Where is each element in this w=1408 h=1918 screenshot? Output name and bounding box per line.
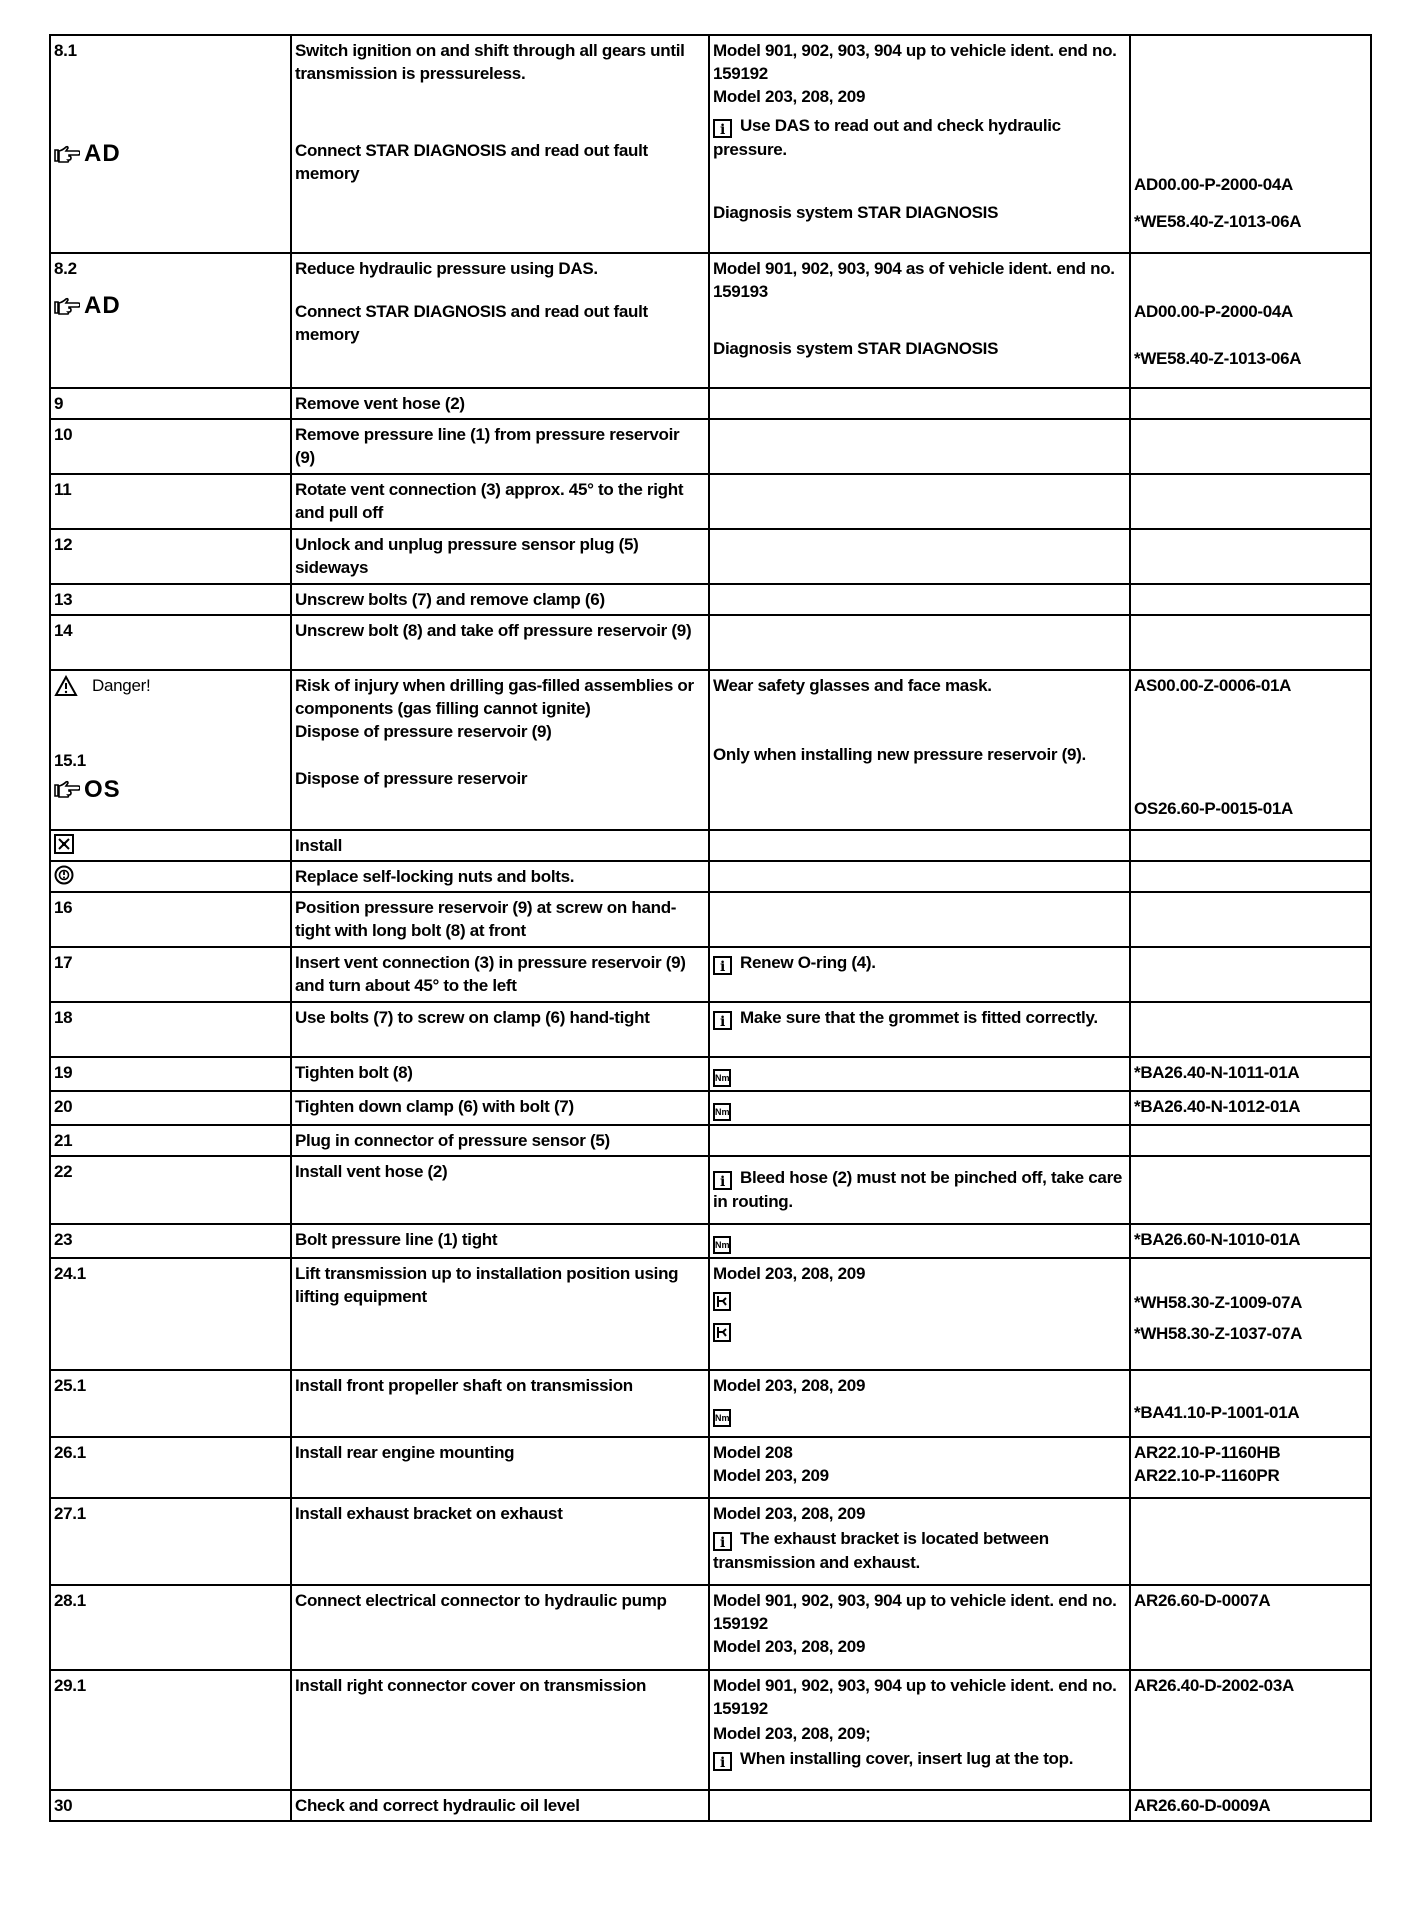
notes-cell: [709, 1002, 1130, 1057]
table-row: [50, 947, 1371, 1002]
step-description: Remove vent hose (2): [291, 388, 709, 419]
step-number: 12: [50, 529, 291, 584]
special-tool-icon: [713, 1323, 731, 1342]
step-description: Install front propeller shaft on transmission: [291, 1370, 709, 1437]
table-row: [50, 861, 1371, 892]
step-number: 11: [50, 474, 291, 529]
step-number: 22: [50, 1156, 291, 1224]
step-number: 10: [50, 419, 291, 474]
step-description: Remove pressure line (1) from pressure reservoir (9): [291, 419, 709, 474]
model-note: Model 203, 208, 209;: [713, 1724, 871, 1743]
table-row: [50, 1091, 1371, 1125]
info-note-text: Make sure that the grommet is fitted correctly.: [740, 1008, 1098, 1027]
table-row: [50, 830, 1371, 861]
info-note-text: Use DAS to read out and check hydraulic pressure.: [713, 116, 1061, 159]
model-note: Model 203, 209: [713, 1466, 829, 1485]
step-description: Connect STAR DIAGNOSIS and read out fault memory: [295, 302, 648, 344]
notes-cell: [709, 474, 1130, 529]
notes-cell: [709, 584, 1130, 615]
notes-cell: [709, 830, 1130, 861]
notes-cell: [709, 670, 1130, 830]
step-description: Connect STAR DIAGNOSIS and read out fault memory: [295, 141, 648, 183]
step-description: Use bolts (7) to screw on clamp (6) hand-tight: [291, 1002, 709, 1057]
info-note: [713, 1006, 1124, 1030]
document-reference: AS00.00-Z-0006-01A: [1134, 676, 1292, 695]
notes-cell: [709, 388, 1130, 419]
info-icon: i: [713, 1171, 732, 1190]
reference-cell: [1130, 1125, 1371, 1156]
table-row: [50, 1790, 1371, 1821]
step-description: Reduce hydraulic pressure using DAS.: [295, 259, 598, 278]
step-description: Dispose of pressure reservoir (9): [295, 722, 552, 741]
document-reference: AR22.10-P-1160PR: [1134, 1466, 1280, 1485]
reference-cell: [1130, 1258, 1371, 1370]
step-description: Check and correct hydraulic oil level: [291, 1790, 709, 1821]
reference-cell: [1130, 947, 1371, 1002]
install-icon: [54, 834, 74, 854]
document-reference: AD00.00-P-2000-04A: [1134, 302, 1294, 321]
notes-cell: [709, 1370, 1130, 1437]
work-steps-table: [49, 34, 1372, 1822]
notes-cell: [709, 947, 1130, 1002]
ad-reference-tag: [54, 142, 121, 165]
step-description: Dispose of pressure reservoir: [295, 769, 528, 788]
document-reference: AR26.60-D-0009A: [1130, 1790, 1371, 1821]
document-reference: *BA26.60-N-1010-01A: [1130, 1224, 1371, 1258]
step-number: 9: [50, 388, 291, 419]
notes-cell: [709, 615, 1130, 670]
step-number: 30: [50, 1790, 291, 1821]
os-reference-tag: [54, 775, 121, 803]
step-description: Plug in connector of pressure sensor (5): [291, 1125, 709, 1156]
step-description: Unscrew bolt (8) and take off pressure reservoir (9): [291, 615, 709, 670]
step-cell: [50, 253, 291, 388]
torque-nm-icon: Nm: [713, 1409, 731, 1427]
info-icon: i: [713, 1532, 732, 1551]
reference-cell: [1130, 1498, 1371, 1585]
reference-cell: [1130, 670, 1371, 830]
step-number: 28.1: [50, 1585, 291, 1670]
step-description: Install right connector cover on transmission: [291, 1670, 709, 1790]
pointing-hand-icon: [54, 144, 80, 164]
notes-cell: [709, 892, 1130, 947]
table-row: [50, 1370, 1371, 1437]
step-number: 17: [50, 947, 291, 1002]
document-reference: *WH58.30-Z-1037-07A: [1134, 1324, 1303, 1343]
notes-cell: [709, 529, 1130, 584]
step-tag-label: AD: [84, 140, 121, 167]
table-row: [50, 1156, 1371, 1224]
notes-cell: [709, 1258, 1130, 1370]
torque-nm-icon: Nm: [713, 1103, 731, 1121]
model-note: Diagnosis system STAR DIAGNOSIS: [713, 203, 999, 222]
document-reference: *BA26.40-N-1012-01A: [1130, 1091, 1371, 1125]
table-row: [50, 1125, 1371, 1156]
reference-cell: [1130, 830, 1371, 861]
notes-cell: [709, 35, 1130, 253]
notes-cell: [709, 1156, 1130, 1224]
step-number: 8.2: [54, 259, 77, 278]
step-number: 25.1: [50, 1370, 291, 1437]
table-row: [50, 1498, 1371, 1585]
table-row: [50, 388, 1371, 419]
step-description: Position pressure reservoir (9) at screw on hand-tight with long bolt (8) at front: [291, 892, 709, 947]
notes-cell: [709, 1437, 1130, 1498]
info-icon: i: [713, 1752, 732, 1771]
document-reference: AR26.60-D-0007A: [1130, 1585, 1371, 1670]
table-row: [50, 35, 1371, 253]
notes-cell: [709, 1498, 1130, 1585]
info-note: [713, 1166, 1124, 1213]
warning-triangle-icon: [54, 675, 78, 697]
info-icon: i: [713, 1011, 732, 1030]
reference-cell: [1130, 419, 1371, 474]
info-note-text: The exhaust bracket is located between transmission and exhaust.: [713, 1529, 1049, 1572]
table-row: [50, 419, 1371, 474]
model-note: Model 208: [713, 1443, 793, 1462]
step-cell: [50, 861, 291, 892]
table-row: [50, 474, 1371, 529]
info-note: [713, 1527, 1124, 1574]
table-row: [50, 1670, 1371, 1790]
step-tag-label: AD: [84, 292, 121, 319]
step-number: 23: [50, 1224, 291, 1258]
document-reference: AD00.00-P-2000-04A: [1134, 175, 1294, 194]
info-note-text: Renew O-ring (4).: [740, 953, 876, 972]
danger-label: [54, 674, 150, 697]
notes-cell: [709, 861, 1130, 892]
step-description: Tighten down clamp (6) with bolt (7): [291, 1091, 709, 1125]
step-description: Replace self-locking nuts and bolts.: [291, 861, 709, 892]
safety-note: Wear safety glasses and face mask.: [713, 676, 992, 695]
table-row: [50, 584, 1371, 615]
notes-cell: [709, 1091, 1130, 1125]
notes-cell: [709, 253, 1130, 388]
pointing-hand-icon: [54, 779, 80, 799]
document-reference: AR22.10-P-1160HB: [1134, 1443, 1281, 1462]
step-tag-label: OS: [84, 775, 121, 803]
document-reference: *BA41.10-P-1001-01A: [1134, 1403, 1300, 1422]
reference-cell: [1130, 584, 1371, 615]
step-description: Install: [291, 830, 709, 861]
notes-cell: [709, 1057, 1130, 1091]
info-icon: i: [713, 956, 732, 975]
table-row: [50, 1258, 1371, 1370]
table-row: [50, 529, 1371, 584]
step-description: Install vent hose (2): [291, 1156, 709, 1224]
step-description: Install exhaust bracket on exhaust: [291, 1498, 709, 1585]
reference-cell: [1130, 474, 1371, 529]
danger-label-text: Danger!: [92, 676, 151, 695]
reference-cell: [1130, 861, 1371, 892]
step-number: 21: [50, 1125, 291, 1156]
table-row: [50, 1437, 1371, 1498]
reference-cell: [1130, 615, 1371, 670]
model-note: Model 901, 902, 903, 904 up to vehicle ident. end no. 159192: [713, 1676, 1117, 1718]
step-number: 29.1: [50, 1670, 291, 1790]
reference-cell: [1130, 1370, 1371, 1437]
step-number: 26.1: [50, 1437, 291, 1498]
description-cell: [291, 253, 709, 388]
step-description: Lift transmission up to installation position using lifting equipment: [291, 1258, 709, 1370]
table-row: [50, 1057, 1371, 1091]
notes-cell: [709, 1670, 1130, 1790]
step-description: Tighten bolt (8): [291, 1057, 709, 1091]
step-number: 15.1: [54, 750, 86, 770]
reference-cell: [1130, 35, 1371, 253]
reference-cell: [1130, 892, 1371, 947]
step-number: 19: [50, 1057, 291, 1091]
notes-cell: [709, 1585, 1130, 1670]
description-cell: [291, 670, 709, 830]
ad-reference-tag: [54, 294, 121, 317]
pointing-hand-icon: [54, 296, 80, 316]
model-note: Model 203, 208, 209: [713, 1264, 866, 1283]
document-reference: *WH58.30-Z-1009-07A: [1134, 1293, 1303, 1312]
step-description: Rotate vent connection (3) approx. 45° to the right and pull off: [291, 474, 709, 529]
step-description: Install rear engine mounting: [291, 1437, 709, 1498]
reference-cell: [1130, 253, 1371, 388]
special-tool-icon: [713, 1292, 731, 1311]
model-note: Model 203, 208, 209: [713, 1504, 866, 1523]
notes-cell: [709, 1125, 1130, 1156]
reference-cell: [1130, 388, 1371, 419]
document-reference: *WE58.40-Z-1013-06A: [1134, 349, 1302, 368]
table-row: [50, 1002, 1371, 1057]
step-description: Unscrew bolts (7) and remove clamp (6): [291, 584, 709, 615]
document-reference: *BA26.40-N-1011-01A: [1130, 1057, 1371, 1091]
torque-nm-icon: Nm: [713, 1236, 731, 1254]
reference-cell: [1130, 1437, 1371, 1498]
reference-cell: [1130, 1156, 1371, 1224]
reference-cell: [1130, 1002, 1371, 1057]
model-note: Model 901, 902, 903, 904 up to vehicle ident. end no. 159192: [713, 1591, 1117, 1633]
step-cell: [50, 830, 291, 861]
table-row: [50, 1585, 1371, 1670]
notes-cell: [709, 419, 1130, 474]
info-note: [713, 114, 1124, 161]
step-description: Switch ignition on and shift through all gears until transmission is pressureless.: [295, 41, 685, 83]
step-number: 27.1: [50, 1498, 291, 1585]
model-note: Model 203, 208, 209: [713, 87, 866, 106]
step-description: Bolt pressure line (1) tight: [291, 1224, 709, 1258]
step-number: 20: [50, 1091, 291, 1125]
info-icon: i: [713, 119, 732, 138]
step-description: Unlock and unplug pressure sensor plug (5) sideways: [291, 529, 709, 584]
table-row: [50, 892, 1371, 947]
table-row: [50, 670, 1371, 830]
info-note: [713, 1747, 1124, 1771]
step-number: 8.1: [54, 41, 77, 60]
reference-cell: [1130, 529, 1371, 584]
step-description: Connect electrical connector to hydraulic pump: [291, 1585, 709, 1670]
danger-description: Risk of injury when drilling gas-filled assemblies or components (gas filling cannot ignite): [295, 676, 694, 718]
notes-cell: [709, 1790, 1130, 1821]
step-number: 24.1: [50, 1258, 291, 1370]
step-number: 16: [50, 892, 291, 947]
step-number: 18: [50, 1002, 291, 1057]
notes-cell: [709, 1224, 1130, 1258]
info-note-text: When installing cover, insert lug at the top.: [740, 1749, 1074, 1768]
step-cell: [50, 35, 291, 253]
document-reference: *WE58.40-Z-1013-06A: [1134, 212, 1302, 231]
model-note: Model 901, 902, 903, 904 as of vehicle ident. end no. 159193: [713, 259, 1115, 301]
model-note: Model 203, 208, 209: [713, 1637, 866, 1656]
step-cell: [50, 670, 291, 830]
document-reference: AR26.40-D-2002-03A: [1130, 1670, 1371, 1790]
info-note: [713, 951, 1124, 975]
replace-icon: [54, 865, 74, 885]
table-row: [50, 1224, 1371, 1258]
step-number: 14: [50, 615, 291, 670]
model-note: Model 901, 902, 903, 904 up to vehicle ident. end no. 159192: [713, 41, 1117, 83]
document-reference: OS26.60-P-0015-01A: [1134, 799, 1294, 818]
model-note: Only when installing new pressure reservoir (9).: [713, 745, 1086, 764]
model-note: Model 203, 208, 209: [713, 1376, 866, 1395]
step-description: Insert vent connection (3) in pressure reservoir (9) and turn about 45° to the left: [291, 947, 709, 1002]
info-note-text: Bleed hose (2) must not be pinched off, take care in routing.: [713, 1168, 1123, 1211]
table-row: [50, 615, 1371, 670]
table-row: [50, 253, 1371, 388]
step-number: 13: [50, 584, 291, 615]
description-cell: [291, 35, 709, 253]
model-note: Diagnosis system STAR DIAGNOSIS: [713, 339, 999, 358]
torque-nm-icon: Nm: [713, 1069, 731, 1087]
